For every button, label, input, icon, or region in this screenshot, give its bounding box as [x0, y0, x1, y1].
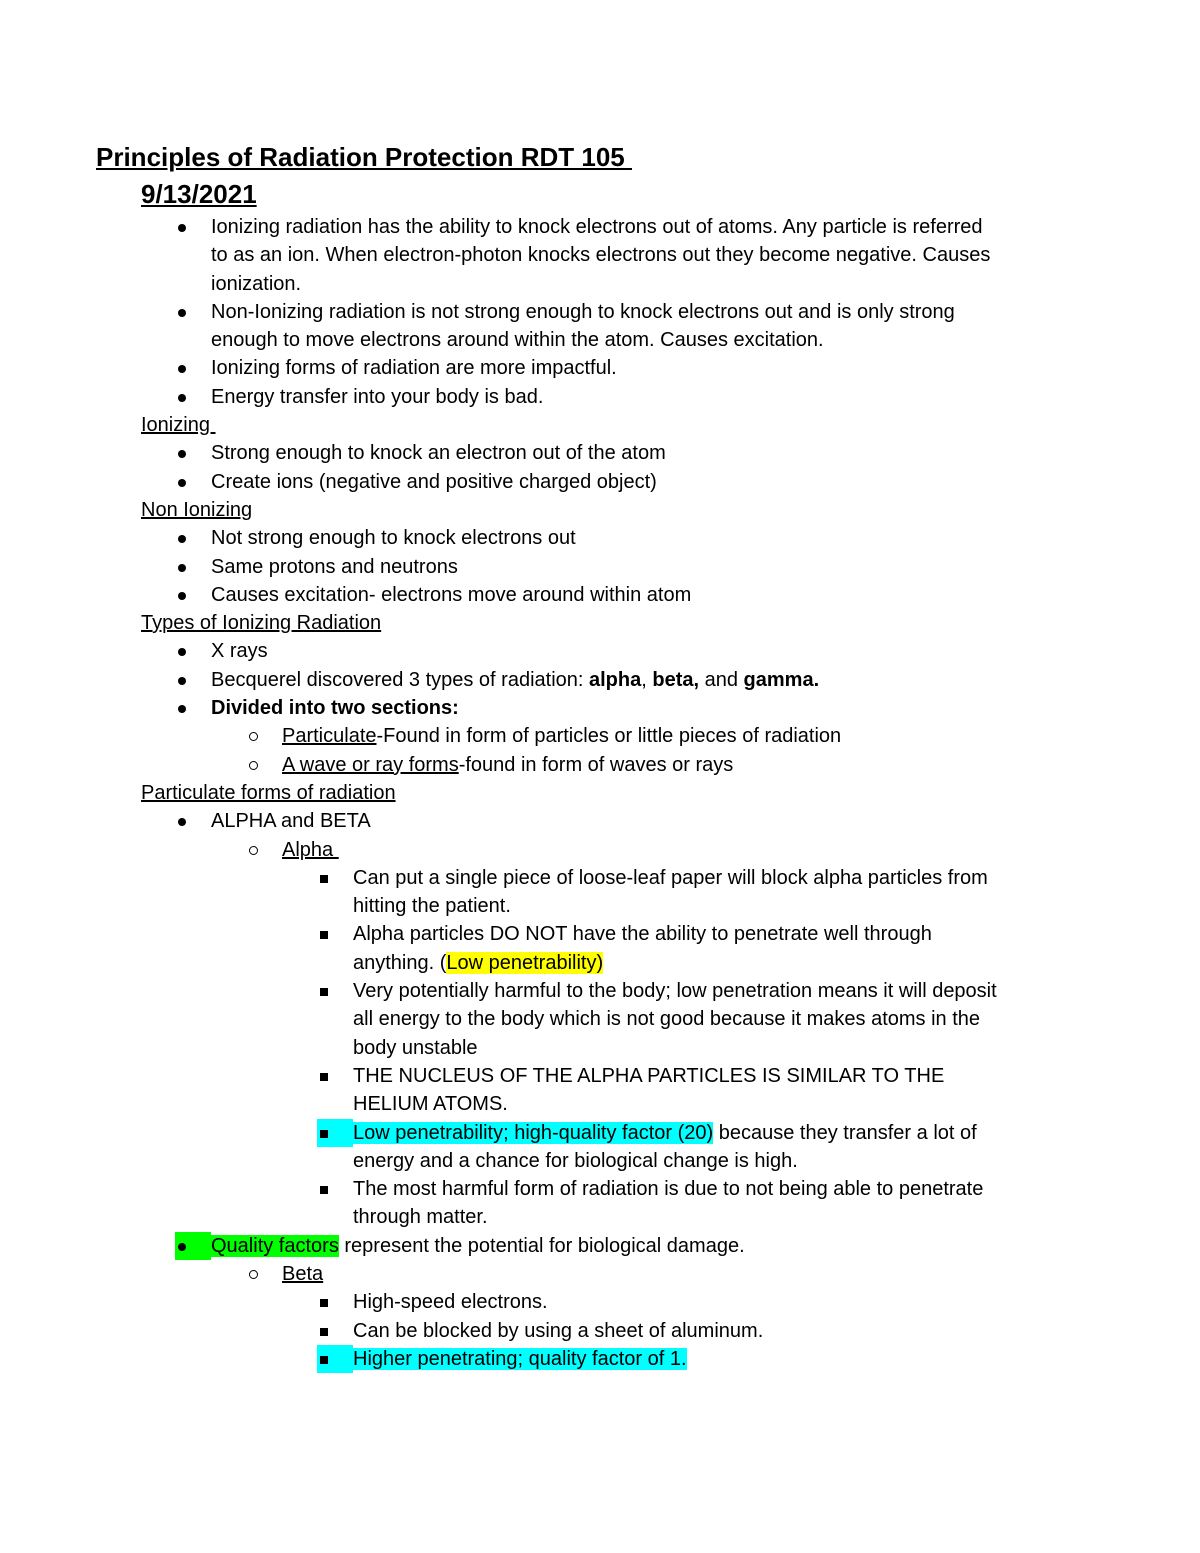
- list-item: Ionizing forms of radiation are more impactful.: [0, 354, 1200, 382]
- list-item-continuation: enough to move electrons around within the atom. Causes excitation.: [211, 329, 824, 352]
- sub-sub-list-item: Very potentially harmful to the body; low penetration means it will deposit: [0, 977, 1200, 1005]
- sub-list-item: A wave or ray forms-found in form of waves or rays: [0, 751, 1200, 779]
- highlight-green-bullet: [175, 1232, 211, 1260]
- list-item: Not strong enough to knock electrons out: [0, 524, 1200, 552]
- list-item-continuation: ionization.: [211, 272, 302, 295]
- document-date: 9/13/2021: [141, 179, 257, 209]
- sub-sub-list-item: High-speed electrons.: [0, 1288, 1200, 1316]
- highlight-cyan: Low penetrability; high-quality factor (20): [353, 1121, 714, 1144]
- list-item: Non-Ionizing radiation is not strong enough to knock electrons out and is only strong: [0, 298, 1200, 326]
- sub-sub-list-item-highlighted: [0, 1345, 1200, 1373]
- list-item: ALPHA and BETA: [0, 807, 1200, 835]
- list-item-highlighted: Quality factors represent the potential for biological damage.: [0, 1232, 1200, 1260]
- list-item: Create ions (negative and positive charged object): [0, 468, 1200, 496]
- sub-list-item: Beta: [0, 1260, 1200, 1288]
- list-item: Becquerel discovered 3 types of radiation: alpha, beta, and gamma.: [0, 666, 1200, 694]
- highlight-yellow: Low penetrability): [446, 951, 604, 974]
- list-item: Causes excitation- electrons move around within atom: [0, 581, 1200, 609]
- highlight-green: Quality factors: [211, 1234, 339, 1257]
- list-item-continuation: through matter.: [353, 1206, 488, 1229]
- section-heading-ionizing: Ionizing: [141, 414, 216, 437]
- highlight-cyan-bullet: [317, 1345, 353, 1373]
- list-item: Strong enough to knock an electron out of the atom: [0, 439, 1200, 467]
- list-item-continuation: HELIUM ATOMS.: [353, 1093, 508, 1116]
- section-heading-non-ionizing: Non Ionizing: [141, 498, 253, 521]
- list-item-continuation: body unstable: [353, 1036, 478, 1059]
- list-item: Same protons and neutrons: [0, 553, 1200, 581]
- document-body: [0, 213, 1200, 1373]
- list-item-continuation: hitting the patient.: [353, 895, 511, 918]
- list-item: Divided into two sections:: [0, 694, 1200, 722]
- sub-sub-list-item: Can be blocked by using a sheet of aluminum.: [0, 1317, 1200, 1345]
- section-heading-types: Types of Ionizing Radiation: [141, 612, 382, 635]
- list-item-continuation: anything. (Low penetrability): [353, 951, 604, 974]
- sub-sub-list-item-highlighted: Low penetrability; high-quality factor (20) because they transfer a lot of: [0, 1119, 1200, 1147]
- sub-list-item: Particulate-Found in form of particles or little pieces of radiation: [0, 722, 1200, 750]
- list-item: Energy transfer into your body is bad.: [0, 383, 1200, 411]
- sub-list-item: Alpha: [0, 836, 1200, 864]
- list-item: Ionizing radiation has the ability to knock electrons out of atoms. Any particle is referred: [0, 213, 1200, 241]
- list-item-continuation: all energy to the body which is not good because it makes atoms in the: [353, 1008, 981, 1031]
- sub-sub-list-item: THE NUCLEUS OF THE ALPHA PARTICLES IS SIMILAR TO THE: [0, 1062, 1200, 1090]
- sub-sub-list-item: The most harmful form of radiation is due to not being able to penetrate: [0, 1175, 1200, 1203]
- list-item-continuation: to as an ion. When electron-photon knocks electrons out they become negative. Causes: [211, 244, 991, 267]
- list-item: X rays: [0, 637, 1200, 665]
- section-heading-particulate: Particulate forms of radiation: [141, 781, 396, 804]
- sub-sub-list-item: Can put a single piece of loose-leaf paper will block alpha particles from: [0, 864, 1200, 892]
- sub-sub-list-item: Alpha particles DO NOT have the ability to penetrate well through: [0, 920, 1200, 948]
- highlight-cyan: Higher penetrating; quality factor of 1.: [353, 1347, 687, 1370]
- document-title: Principles of Radiation Protection RDT 105: [96, 142, 632, 172]
- highlight-cyan-bullet: [317, 1119, 353, 1147]
- list-item-continuation: energy and a chance for biological change is high.: [353, 1149, 798, 1172]
